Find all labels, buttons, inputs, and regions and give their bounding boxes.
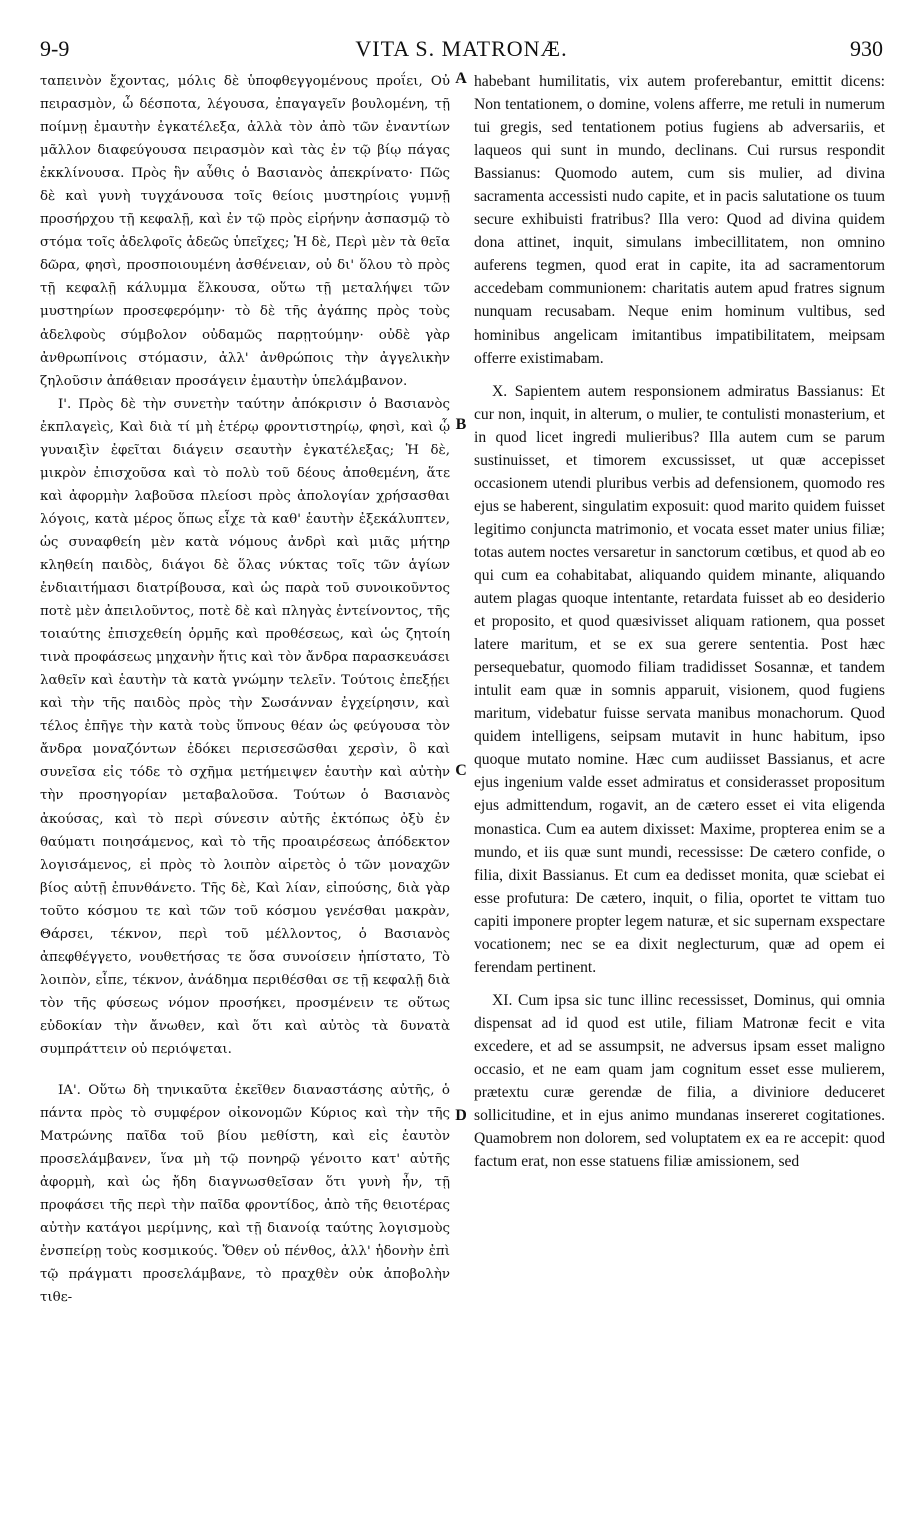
section-marker-b: B	[455, 416, 467, 433]
running-header	[40, 36, 883, 62]
section-marker-a: A	[455, 70, 467, 87]
page-number-left: 9-9	[40, 36, 70, 61]
greek-paragraph-3: ΙΑ'. Οὕτω δὴ τηνικαῦτα ἐκεῖθεν διαναστάσης αὐτῆς, ὁ πάντα πρὸς τὸ συμφέρον οἰκονομῶν Κύριος καὶ τὴν τῆς Ματρώνης παῖδα τοῦ βίου μεθίστη, καὶ εἰς ἑαυτὸν προσελάμβανεν, ἵνα μὴ τῷ πονηρῷ γένοιτο κατ' αὐτῆς ἀφορμὴ, καὶ ὡς ἤδη διαγνωσθεῖσαν ὅτι γυνὴ ἦν, τῇ προφάσει τῆς περὶ τὴν παῖδα φροντίδος, ἀπὸ τῆς θειοτέρας αὐτὴν κατάγοι μερίμνης, καὶ τῇ διανοίᾳ ταύτης λογισμοὺς ἐνσπείρῃ τοὺς κοσμικούς. Ὅθεν οὐ πένθος, ἀλλ' ἡδονὴν ἐπὶ τῷ πράγματι προσελάμβανε, τὸ πραχθὲν οὐκ ἀποβολὴν τιθε-	[40, 1083, 450, 1306]
greek-paragraph-1: ταπεινὸν ἔχοντας, μόλις δὲ ὑποφθεγγομένους προΐει, Οὐ πειρασμὸν, ὦ δέσποτα, λέγουσα, ἐπαγαγεῖν βουλομένη, τῇ ποίμνῃ ἐμαυτὴν ἐγκατέλεξα, ἀλλὰ τὸν ἀπὸ τῶν ἐναντίων μᾶλλον διαφεύγουσα πειρασμὸν καὶ τὰς ἐν τῷ βίῳ πάγας ἐκκλίνουσα. Πρὸς ἣν αὖθις ὁ Βασιανὸς ἀπεκρίνατο· Πῶς δὲ καὶ γυνὴ τυγχάνουσα τοῖς θείοις μυστηρίοις γυμνῇ προσήρχου τῇ κεφαλῇ, καὶ ἐν τῷ πρὸς εἰρήνην ἀσπασμῷ τὸ στόμα τοῖς ἀδελφοῖς ἀδεῶς ὑπεῖχες; Ἡ δὲ, Περὶ μὲν τὰ θεῖα δῶρα, φησὶ, προσποιουμένη ἀσθένειαν, οὐ δι' ὅλου τὸ πρὸς τῇ κεφαλῇ κάλυμμα ἕλκουσα, οὕτω τῇ μεταλήψει τῶν μυστηρίων προσεφερόμην· τὸ δὲ τῆς ἀγάπης πρὸς τοὺς ἀδελφοὺς σύμβολον οὐδαμῶς παρῃτούμην· οὐδὲ γὰρ ἀνθρωπίνοις στόμασιν, ἀλλ' ἀνθρώποις τὴν ἀγγελικὴν ζηλοῦσιν ἀπάθειαν προσάγειν ἐμαυτὴν ὑπελάμβανον.	[40, 74, 450, 389]
latin-paragraph-2: X. Sapientem autem responsionem admiratus Bassianus: Et cur non, inquit, in alterum, o mulier, te contulisti monasterium, et in quod licet ingredi mulieribus? Illa autem cum se parum sustinuisset, et timorem excussisset, ut quæ accepisset occasionem utendi pluribus verbis ad defensionem, quomodo res ejus se haberent, singulatim exposuit: quod marito quidem fuisset legitimo conjuncta matrimonio, et vocata esset mater unius filiæ; totas autem noctes versaretur in sanctorum cœtibus, et quod ab eo qui cum ea cohabitabat, aliquando quidem minante, aliquando autem plagas quoque intentante, retardata fuisset ab eo desiderio et proposito, et quod quæsivisset aliquam rationem, qua posset latere maritum, et se ex sua gerere sententia. Post hæc persequebatur, quomodo filiam tradidisset Sosannæ, et tandem intulit eam quæ in somnis apparuit, visionem, quod fugiens maritum, videbatur fuisse servata manibus monachorum. Quod quidem intelligens, seipsam mutavit in hunc habitum, ipso quoque mutato nomine. Hæc cum audiisset Bassianus, et acre ejus ingenium valde esset admiratus et considerasset propositum ejus admittendum, rogavit, an de cætero esset ei vita eligenda monastica. Cum ea autem dixisset: Maxime, propterea enim se a mundo, et iis quæ sunt mundi, recessisse: De cætero confide, o filia, dixit Bassianus. Et cum ea dedisset monita, quæ sciebat ei esse profutura: De cætero, inquit, o filia, oportet te vittam tuo capiti imponere propter legem naturæ, et sic supernam exspectare vocationem; nec se ea dixit neglecturum, quæ ad opem ei ferendam pertinent.	[474, 382, 885, 976]
latin-paragraph-3: XI. Cum ipsa sic tunc illinc recessisset, Dominus, qui omnia dispensat ad id quod est utile, filiam Matronæ fecit e vita excedere, et ad se assumpsit, ne adversus ipsam esset maligno occasio, et ne eam quam jam cognitum esset esse mulierem, prætextu curæ gerendæ de filia, a diviniore deduceret sollicitudine, et in ejus animo mundanas insereret cogitationes. Quamobrem non dolorem, sed voluptatem ex ea re accepit: quod factum erat, non esse statuens filiæ amissionem, sed	[474, 991, 885, 1171]
latin-column	[474, 70, 885, 1173]
section-marker-d: D	[455, 1107, 467, 1124]
greek-paragraph-2: Ι'. Πρὸς δὲ τὴν συνετὴν ταύτην ἀπόκρισιν ὁ Βασιανὸς ἐκπλαγεὶς, Καὶ διὰ τί μὴ ἑτέρῳ φροντιστηρίῳ, φησὶ, καὶ ᾧ γυναιξὶν ἐφεῖται διάγειν σεαυτὴν ἐγκατέλεξας; Ἡ δὲ, μικρὸν ἐπισχοῦσα καὶ τὸ πολὺ τοῦ δέους ἀποθεμένη, ἅτε καὶ ἀφορμὴν λαβοῦσα πλείοσι πρὸς ἀπολογίαν χρήσασθαι λόγοις, κατὰ μέρος ὅπως εἶχε τὰ καθ' ἑαυτὴν ἐξεκάλυπτεν, ὡς συναφθείη μὲν κατὰ νόμους ἀνδρὶ καὶ μιᾶς μήτηρ κληθείη παιδὸς, διάγοι δὲ ὅλας νύκτας τοῖς τῶν ἁγίων ἐνδιαιτήμασι διατρίβουσα, καὶ ὡς παρὰ τοῦ συνοικοῦντος ποτὲ μὲν ἀπειλοῦντος, ποτὲ δὲ καὶ πληγὰς ἐντείνοντος, τῆς τοιαύτης ἐπισχεθείη ὁρμῆς καὶ προθέσεως, καὶ ὡς ζητοίη τινὰ προφάσεως μηχανὴν ἥτις καὶ τὸν ἄνδρα παρασκευάσει λαθεῖν καὶ ἑαυτὴν τὰ κατὰ γνώμην τελεῖν. Τούτοις ἐπεξῄει καὶ τὴν τῆς παιδὸς πρὸς τὴν Σωσάνναν ἐγχείρησιν, καὶ τέλος ἐπῆγε τὴν κατὰ τοὺς ὕπνους θέαν ὡς φεύγουσα τὸν ἄνδρα μοναζόντων ἐδόκει περισεσῶσθαι χερσὶν, ὃ καὶ συνεῖσα εἰς τόδε τὸ σχῆμα μετήμειψεν ἑαυτὴν καὶ αὐτὴν τὴν προσηγορίαν μεταβαλοῦσα. Τούτων ὁ Βασιανὸς ἀκούσας, καὶ τὸ περὶ σύνεσιν αὐτῆς ἐκτόπως ὀξὺ ἐν θαύματι ποιησάμενος, καὶ τὸ τῆς προαιρέσεως ἀπόδεκτον λογισάμενος, εἰ πρὸς τὸ λοιπὸν αἱρετὸς ὁ τῶν μοναχῶν βίος αὐτῇ ἐπυνθάνετο. Τῆς δὲ, Καὶ λίαν, εἰπούσης, διὰ γὰρ τοῦτο κόσμου τε καὶ τῶν τοῦ κόσμου γενέσθαι μακρὰν, Θάρσει, τέκνον, περὶ τοῦ μέλλοντος, ὁ Βασιανὸς ἀπεφθέγγετο, νουθετήσας τε ὅσα συνοίσειν ἠπίστατο, Τὸ λοιπὸν, εἶπε, τέκνον, ἀνάδημα περιθέσθαι σε τῇ κεφαλῇ διὰ τὸν τῆς φύσεως νόμον προσήκει, προσμένειν τε οὕτως εὐδοκίαν τὴν ἄνωθεν, καὶ ὅτι καὶ αὐτὸς τὰ δυνατὰ συμπράττειν οὐ περιόψεται.	[40, 396, 450, 1057]
page-number-right: 930	[850, 36, 883, 61]
greek-column	[40, 70, 450, 1309]
running-title: VITA S. MATRONÆ.	[355, 36, 568, 61]
section-marker-c: C	[455, 762, 467, 779]
latin-paragraph-1: habebant humilitatis, vix autem proferebantur, emittit dicens: Non tentationem, o domine, volens afferre, me retuli in numerum tui gregis, sed tentationem potius fugiens ab adversariis, et laqueos qui sunt in mundo, declinans. Cui rursus respondit Bassianus: Quomodo autem, cum sis mulier, ad divina sacramenta accessisti nudo capite, et in pacis salutatione os tuum secure exhibuisti fratribus? Illa vero: Quod ad divina quidem dona attinet, inquit, simulans imbecillitatem, non omnino auferens tegmen, quod erat in capite, ita ad sacramentorum accedebam communionem: charitatis autem apud fratres signum nunquam recusabam. Neque enim hominum vultibus, sed hominibus angelicam imitantibus impatibilitatem, meipsam offerre existimabam.	[474, 73, 885, 367]
